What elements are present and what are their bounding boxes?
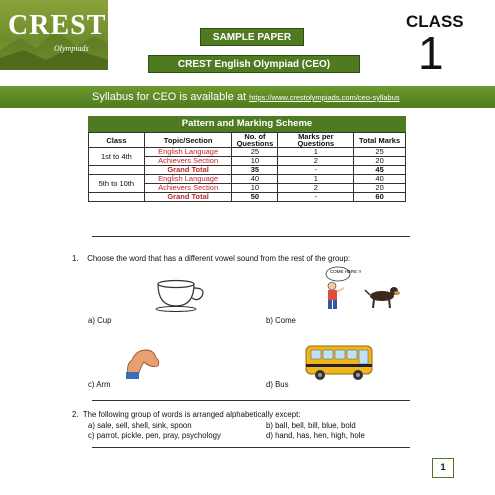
crest-logo [0, 0, 108, 70]
man-calling-dog-picture [318, 264, 410, 310]
q2-option-b[interactable]: b) ball, bell, bill, blue, bold [266, 421, 356, 430]
q2-option-d[interactable]: d) hand, has, hen, high, hole [266, 431, 365, 440]
marks-cell: - [278, 166, 354, 175]
table-header-row [89, 133, 406, 148]
question-text: The following group of words is arranged alphabetically except: [82, 410, 301, 419]
question-2 [72, 410, 300, 419]
questions-cell: 25 [232, 148, 278, 157]
class-cell [89, 193, 145, 202]
questions-cell: 40 [232, 175, 278, 184]
topic-cell: English Language [144, 175, 232, 184]
speech-bubble-text: COME HERE !! [330, 269, 362, 274]
question-number: 1. [72, 254, 79, 263]
total-cell: 20 [354, 157, 406, 166]
class-cell [89, 166, 145, 175]
marking-scheme-table [88, 132, 406, 202]
logo-title: CREST [8, 10, 107, 41]
syllabus-text: Syllabus for CEO is available at [92, 91, 247, 103]
table-row [89, 148, 406, 157]
arm-picture [124, 346, 164, 380]
class-cell: 5th to 10th [89, 175, 145, 193]
table-row [89, 175, 406, 184]
col-header: Topic/Section [144, 133, 232, 148]
questions-cell: 10 [232, 184, 278, 193]
page-number: 1 [432, 458, 454, 478]
table-row [89, 193, 406, 202]
col-header: Total Marks [354, 133, 406, 148]
question-number: 2. [72, 410, 79, 419]
sample-paper-label: SAMPLE PAPER [200, 28, 304, 46]
questions-cell: 35 [232, 166, 278, 175]
topic-cell: Achievers Section [144, 157, 232, 166]
q1-option-c[interactable]: c) Arm [88, 380, 111, 389]
logo-subtitle: Olympiads [54, 44, 89, 53]
divider [92, 400, 410, 401]
total-cell: 40 [354, 175, 406, 184]
syllabus-bar [0, 86, 495, 108]
question-1 [72, 254, 350, 263]
col-header: Class [89, 133, 145, 148]
questions-cell: 50 [232, 193, 278, 202]
q1-option-b[interactable]: b) Come [266, 316, 296, 325]
scheme-title: Pattern and Marking Scheme [88, 116, 406, 132]
q2-option-c[interactable]: c) parrot, pickle, pen, pray, psychology [88, 431, 221, 440]
olympiad-name-label: CREST English Olympiad (CEO) [148, 55, 360, 73]
cup-picture [152, 278, 210, 312]
class-label: CLASS [406, 12, 464, 31]
question-text: Choose the word that has a different vowel sound from the rest of the group: [87, 254, 351, 263]
col-header: No. of Questions [232, 133, 278, 148]
syllabus-link[interactable]: https://www.crestolympiads.com/ceo-syllabus [249, 93, 400, 102]
divider [92, 447, 410, 448]
q1-option-d[interactable]: d) Bus [266, 380, 289, 389]
topic-cell: Achievers Section [144, 184, 232, 193]
divider [92, 236, 410, 237]
marks-cell: 2 [278, 157, 354, 166]
marks-cell: 1 [278, 148, 354, 157]
marks-cell: 2 [278, 184, 354, 193]
q1-option-a[interactable]: a) Cup [88, 316, 112, 325]
marks-cell: - [278, 193, 354, 202]
total-cell: 20 [354, 184, 406, 193]
table-row [89, 166, 406, 175]
total-cell: 45 [354, 166, 406, 175]
total-cell: 25 [354, 148, 406, 157]
class-cell: 1st to 4th [89, 148, 145, 166]
class-number: 1 [418, 27, 444, 79]
topic-cell: English Language [144, 148, 232, 157]
marks-cell: 1 [278, 175, 354, 184]
topic-cell: Grand Total [144, 193, 232, 202]
q2-option-a[interactable]: a) sale, sell, shell, sink, spoon [88, 421, 192, 430]
topic-cell: Grand Total [144, 166, 232, 175]
bus-picture [302, 340, 378, 384]
total-cell: 60 [354, 193, 406, 202]
questions-cell: 10 [232, 157, 278, 166]
col-header: Marks per Questions [278, 133, 354, 148]
